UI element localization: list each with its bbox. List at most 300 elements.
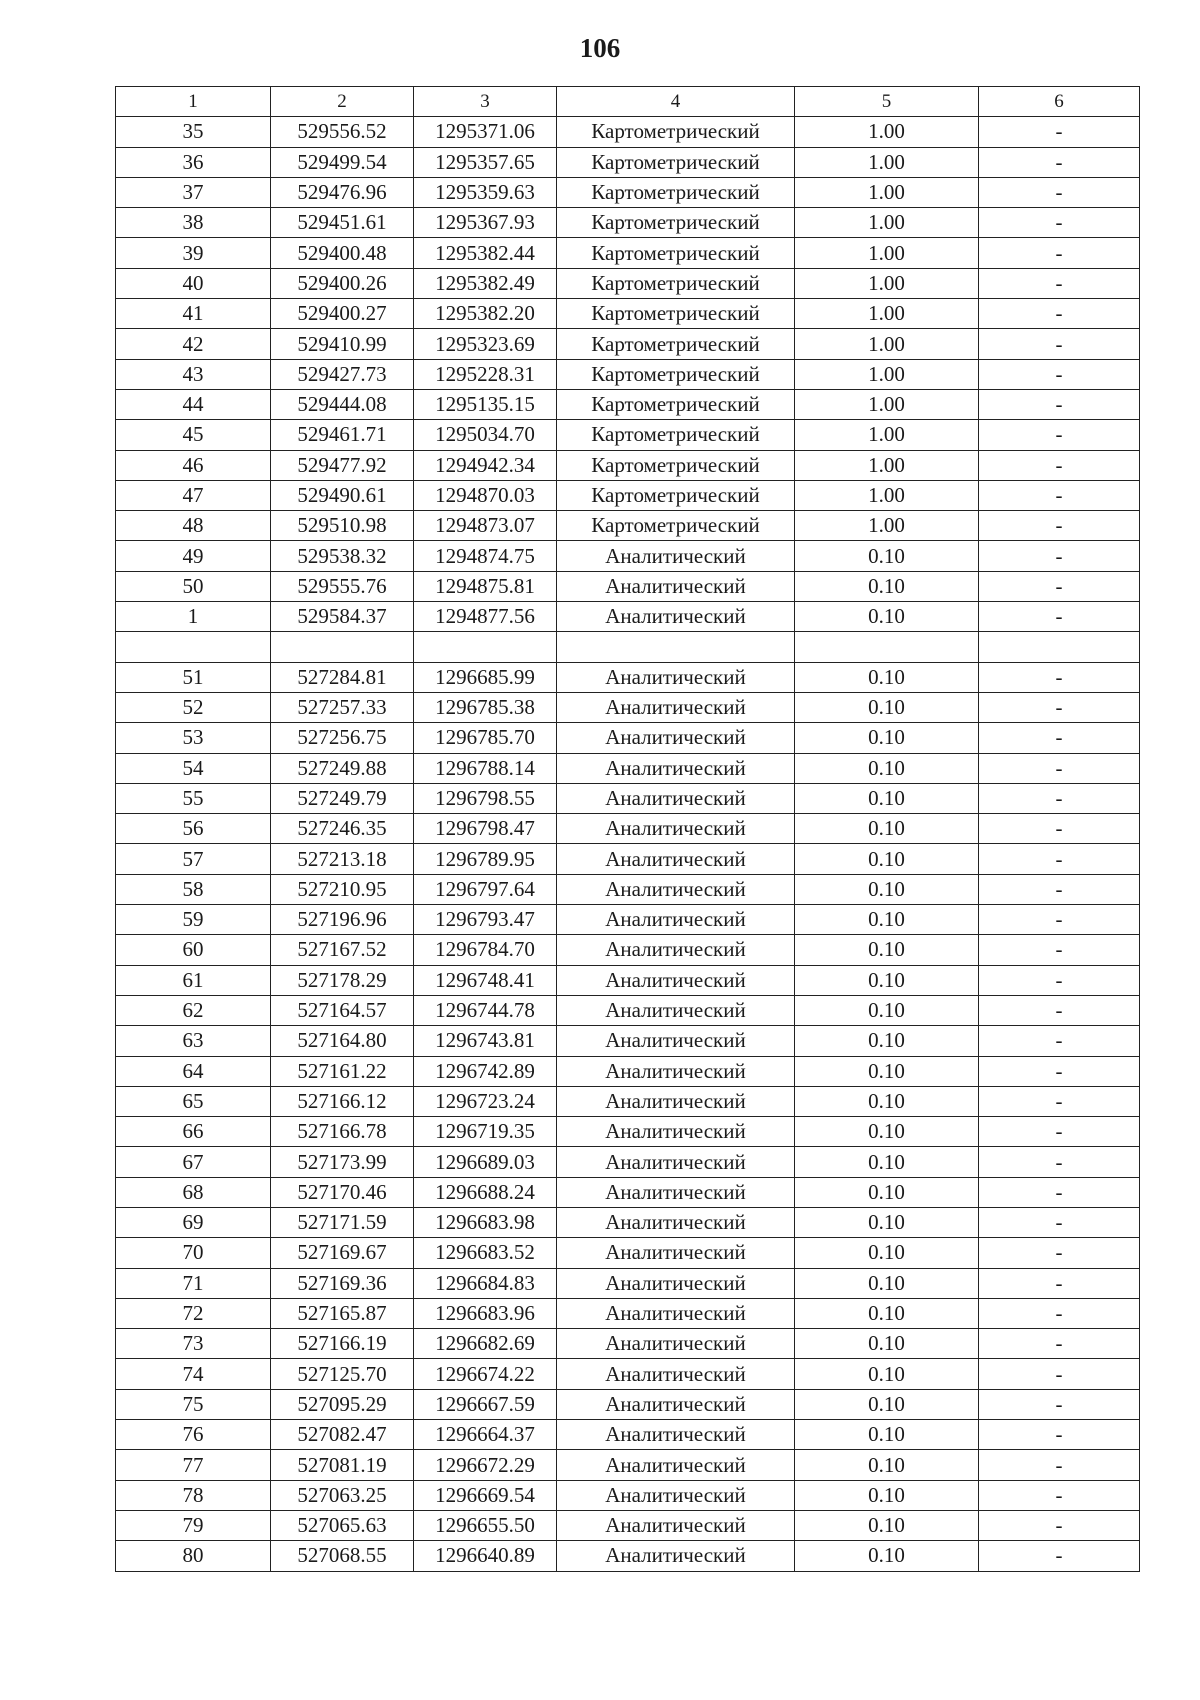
cell-description: - bbox=[979, 1207, 1140, 1237]
cell-accuracy: 1.00 bbox=[795, 208, 979, 238]
table-header bbox=[116, 87, 1140, 117]
cell-coordinate-y: 1296748.41 bbox=[414, 965, 557, 995]
cell-point-number: 66 bbox=[116, 1117, 271, 1147]
cell-description: - bbox=[979, 1450, 1140, 1480]
cell-accuracy: 0.10 bbox=[795, 935, 979, 965]
cell-accuracy: 0.10 bbox=[795, 1056, 979, 1086]
cell-description: - bbox=[979, 208, 1140, 238]
cell-point-number: 39 bbox=[116, 238, 271, 268]
cell-point-number: 77 bbox=[116, 1450, 271, 1480]
cell-coordinate-x: 527256.75 bbox=[271, 723, 414, 753]
cell-point-number: 74 bbox=[116, 1359, 271, 1389]
table-row bbox=[116, 208, 1140, 238]
cell-accuracy: 0.10 bbox=[795, 662, 979, 692]
cell-coordinate-y: 1296788.14 bbox=[414, 753, 557, 783]
cell-coordinate-x: 527081.19 bbox=[271, 1450, 414, 1480]
cell-method: Аналитический bbox=[557, 1056, 795, 1086]
cell-coordinate-y: 1294873.07 bbox=[414, 511, 557, 541]
cell-description: - bbox=[979, 1510, 1140, 1540]
cell-coordinate-x: 527125.70 bbox=[271, 1359, 414, 1389]
cell-coordinate-x: 527249.88 bbox=[271, 753, 414, 783]
cell-description: - bbox=[979, 1117, 1140, 1147]
header-cell-5: 5 bbox=[795, 87, 979, 117]
table-row bbox=[116, 450, 1140, 480]
table-row bbox=[116, 844, 1140, 874]
cell-description: - bbox=[979, 1359, 1140, 1389]
cell-accuracy: 1.00 bbox=[795, 117, 979, 147]
cell-coordinate-x: 529461.71 bbox=[271, 420, 414, 450]
cell-accuracy: 0.10 bbox=[795, 571, 979, 601]
cell-accuracy: 0.10 bbox=[795, 1359, 979, 1389]
cell-point-number: 73 bbox=[116, 1329, 271, 1359]
cell-coordinate-y: 1295359.63 bbox=[414, 177, 557, 207]
table-row bbox=[116, 299, 1140, 329]
cell-point-number: 52 bbox=[116, 692, 271, 722]
cell-description: - bbox=[979, 1389, 1140, 1419]
cell-accuracy: 1.00 bbox=[795, 329, 979, 359]
table-row bbox=[116, 905, 1140, 935]
cell-accuracy: 0.10 bbox=[795, 783, 979, 813]
cell-method: Аналитический bbox=[557, 602, 795, 632]
cell-coordinate-y: 1296669.54 bbox=[414, 1480, 557, 1510]
cell-point-number: 53 bbox=[116, 723, 271, 753]
cell-description: - bbox=[979, 965, 1140, 995]
table-row bbox=[116, 1359, 1140, 1389]
cell-point-number: 36 bbox=[116, 147, 271, 177]
cell-accuracy: 1.00 bbox=[795, 238, 979, 268]
table-row bbox=[116, 359, 1140, 389]
cell-coordinate-x: 527095.29 bbox=[271, 1389, 414, 1419]
cell-accuracy: 0.10 bbox=[795, 814, 979, 844]
cell-coordinate-x: 529584.37 bbox=[271, 602, 414, 632]
cell-accuracy: 0.10 bbox=[795, 1177, 979, 1207]
cell-description: - bbox=[979, 571, 1140, 601]
cell-point-number: 56 bbox=[116, 814, 271, 844]
cell-point-number: 71 bbox=[116, 1268, 271, 1298]
cell-accuracy: 1.00 bbox=[795, 299, 979, 329]
cell-method: Аналитический bbox=[557, 1480, 795, 1510]
cell-coordinate-x: 527082.47 bbox=[271, 1420, 414, 1450]
cell-coordinate-x: 527173.99 bbox=[271, 1147, 414, 1177]
cell-method: Аналитический bbox=[557, 541, 795, 571]
cell-accuracy: 0.10 bbox=[795, 1541, 979, 1571]
cell-method: Картометрический bbox=[557, 117, 795, 147]
table-row-blank bbox=[116, 632, 1140, 662]
cell-point-number: 75 bbox=[116, 1389, 271, 1419]
table-row bbox=[116, 692, 1140, 722]
cell-accuracy: 1.00 bbox=[795, 511, 979, 541]
cell-point-number: 48 bbox=[116, 511, 271, 541]
cell-method: Аналитический bbox=[557, 1268, 795, 1298]
cell-description: - bbox=[979, 117, 1140, 147]
cell-description: - bbox=[979, 1147, 1140, 1177]
cell-accuracy: 1.00 bbox=[795, 389, 979, 419]
cell-coordinate-y: 1296789.95 bbox=[414, 844, 557, 874]
cell-accuracy: 0.10 bbox=[795, 1389, 979, 1419]
cell-description: - bbox=[979, 1056, 1140, 1086]
cell-coordinate-x: 529555.76 bbox=[271, 571, 414, 601]
cell-method: Аналитический bbox=[557, 571, 795, 601]
cell-point-number: 57 bbox=[116, 844, 271, 874]
cell-coordinate-x: 527161.22 bbox=[271, 1056, 414, 1086]
cell-accuracy: 0.10 bbox=[795, 844, 979, 874]
cell-method: Картометрический bbox=[557, 511, 795, 541]
cell-accuracy: 0.10 bbox=[795, 1268, 979, 1298]
cell-method: Аналитический bbox=[557, 1359, 795, 1389]
cell-coordinate-y: 1296689.03 bbox=[414, 1147, 557, 1177]
cell-description: - bbox=[979, 541, 1140, 571]
cell-coordinate-x: 529400.27 bbox=[271, 299, 414, 329]
cell-method: Аналитический bbox=[557, 814, 795, 844]
cell-coordinate-y: 1295034.70 bbox=[414, 420, 557, 450]
cell-coordinate-x: 529427.73 bbox=[271, 359, 414, 389]
cell-coordinate-y: 1296683.98 bbox=[414, 1207, 557, 1237]
cell-point-number: 38 bbox=[116, 208, 271, 238]
cell-coordinate-x: 529476.96 bbox=[271, 177, 414, 207]
cell-description: - bbox=[979, 511, 1140, 541]
cell-coordinate-y: 1296798.55 bbox=[414, 783, 557, 813]
cell-coordinate-y: 1294877.56 bbox=[414, 602, 557, 632]
table-row bbox=[116, 1086, 1140, 1116]
cell-coordinate-y: 1296784.70 bbox=[414, 935, 557, 965]
cell-point-number: 69 bbox=[116, 1207, 271, 1237]
cell-coordinate-y: 1295323.69 bbox=[414, 329, 557, 359]
cell-point-number: 49 bbox=[116, 541, 271, 571]
cell-method: Аналитический bbox=[557, 935, 795, 965]
cell-point-number: 76 bbox=[116, 1420, 271, 1450]
cell-accuracy: 1.00 bbox=[795, 420, 979, 450]
cell-description: - bbox=[979, 935, 1140, 965]
table-row bbox=[116, 1450, 1140, 1480]
cell-accuracy: 1.00 bbox=[795, 359, 979, 389]
cell-point-number: 1 bbox=[116, 602, 271, 632]
cell-method bbox=[557, 632, 795, 662]
cell-coordinate-y: 1294874.75 bbox=[414, 541, 557, 571]
cell-accuracy: 1.00 bbox=[795, 177, 979, 207]
cell-coordinate-y: 1296785.70 bbox=[414, 723, 557, 753]
table-row bbox=[116, 1268, 1140, 1298]
cell-method: Аналитический bbox=[557, 753, 795, 783]
cell-point-number: 70 bbox=[116, 1238, 271, 1268]
cell-accuracy: 0.10 bbox=[795, 995, 979, 1025]
cell-coordinate-y: 1296797.64 bbox=[414, 874, 557, 904]
cell-accuracy: 0.10 bbox=[795, 692, 979, 722]
cell-accuracy: 0.10 bbox=[795, 1026, 979, 1056]
cell-point-number: 61 bbox=[116, 965, 271, 995]
cell-description: - bbox=[979, 1480, 1140, 1510]
table-row bbox=[116, 1238, 1140, 1268]
cell-method: Аналитический bbox=[557, 1207, 795, 1237]
table-row bbox=[116, 1117, 1140, 1147]
cell-point-number: 42 bbox=[116, 329, 271, 359]
cell-description: - bbox=[979, 299, 1140, 329]
cell-point-number: 35 bbox=[116, 117, 271, 147]
cell-coordinate-x: 527167.52 bbox=[271, 935, 414, 965]
cell-accuracy: 0.10 bbox=[795, 1510, 979, 1540]
cell-description: - bbox=[979, 1026, 1140, 1056]
cell-description: - bbox=[979, 1268, 1140, 1298]
cell-coordinate-x: 527246.35 bbox=[271, 814, 414, 844]
cell-point-number: 68 bbox=[116, 1177, 271, 1207]
cell-point-number: 63 bbox=[116, 1026, 271, 1056]
cell-coordinate-y: 1296682.69 bbox=[414, 1329, 557, 1359]
header-cell-1: 1 bbox=[116, 87, 271, 117]
cell-method: Картометрический bbox=[557, 359, 795, 389]
cell-coordinate-y: 1295382.20 bbox=[414, 299, 557, 329]
cell-accuracy: 0.10 bbox=[795, 1480, 979, 1510]
cell-coordinate-x: 527169.36 bbox=[271, 1268, 414, 1298]
cell-coordinate-y bbox=[414, 632, 557, 662]
cell-coordinate-x: 529400.26 bbox=[271, 268, 414, 298]
cell-accuracy: 0.10 bbox=[795, 1420, 979, 1450]
cell-coordinate-y: 1295371.06 bbox=[414, 117, 557, 147]
cell-description: - bbox=[979, 1420, 1140, 1450]
cell-method: Аналитический bbox=[557, 1177, 795, 1207]
table-row bbox=[116, 874, 1140, 904]
cell-coordinate-x: 527284.81 bbox=[271, 662, 414, 692]
cell-coordinate-x: 527165.87 bbox=[271, 1298, 414, 1328]
cell-coordinate-y: 1296743.81 bbox=[414, 1026, 557, 1056]
cell-accuracy: 1.00 bbox=[795, 268, 979, 298]
cell-description: - bbox=[979, 905, 1140, 935]
cell-coordinate-y: 1296785.38 bbox=[414, 692, 557, 722]
cell-coordinate-y: 1296684.83 bbox=[414, 1268, 557, 1298]
cell-coordinate-x: 529490.61 bbox=[271, 480, 414, 510]
cell-description: - bbox=[979, 662, 1140, 692]
cell-coordinate-x: 529510.98 bbox=[271, 511, 414, 541]
cell-description: - bbox=[979, 359, 1140, 389]
cell-coordinate-y: 1296793.47 bbox=[414, 905, 557, 935]
cell-description: - bbox=[979, 1238, 1140, 1268]
cell-method: Аналитический bbox=[557, 723, 795, 753]
cell-accuracy: 0.10 bbox=[795, 1238, 979, 1268]
cell-description: - bbox=[979, 1541, 1140, 1571]
header-cell-3: 3 bbox=[414, 87, 557, 117]
cell-coordinate-y: 1296685.99 bbox=[414, 662, 557, 692]
cell-point-number: 41 bbox=[116, 299, 271, 329]
page-number: 106 bbox=[579, 33, 621, 63]
cell-description: - bbox=[979, 480, 1140, 510]
cell-description: - bbox=[979, 995, 1140, 1025]
cell-coordinate-y: 1296683.96 bbox=[414, 1298, 557, 1328]
cell-coordinate-x: 527068.55 bbox=[271, 1541, 414, 1571]
cell-description: - bbox=[979, 844, 1140, 874]
cell-point-number: 37 bbox=[116, 177, 271, 207]
cell-coordinate-y: 1296640.89 bbox=[414, 1541, 557, 1571]
cell-accuracy: 0.10 bbox=[795, 1086, 979, 1116]
table-row bbox=[116, 268, 1140, 298]
table-row bbox=[116, 783, 1140, 813]
table-body bbox=[116, 117, 1140, 1571]
cell-coordinate-y: 1296672.29 bbox=[414, 1450, 557, 1480]
cell-coordinate-y: 1295135.15 bbox=[414, 389, 557, 419]
cell-accuracy: 0.10 bbox=[795, 1329, 979, 1359]
cell-point-number: 43 bbox=[116, 359, 271, 389]
cell-method: Аналитический bbox=[557, 1420, 795, 1450]
header-cell-2: 2 bbox=[271, 87, 414, 117]
cell-accuracy: 0.10 bbox=[795, 1117, 979, 1147]
cell-accuracy: 0.10 bbox=[795, 965, 979, 995]
cell-point-number: 40 bbox=[116, 268, 271, 298]
cell-coordinate-x: 527065.63 bbox=[271, 1510, 414, 1540]
cell-coordinate-x: 527257.33 bbox=[271, 692, 414, 722]
cell-method: Аналитический bbox=[557, 1147, 795, 1177]
cell-accuracy: 0.10 bbox=[795, 602, 979, 632]
table-row bbox=[116, 965, 1140, 995]
header-row bbox=[116, 87, 1140, 117]
table-row bbox=[116, 329, 1140, 359]
cell-coordinate-x bbox=[271, 632, 414, 662]
table-row bbox=[116, 1207, 1140, 1237]
table-row bbox=[116, 1329, 1140, 1359]
cell-accuracy: 1.00 bbox=[795, 450, 979, 480]
cell-method: Аналитический bbox=[557, 1541, 795, 1571]
cell-method: Аналитический bbox=[557, 692, 795, 722]
cell-coordinate-y: 1296723.24 bbox=[414, 1086, 557, 1116]
cell-coordinate-x: 527210.95 bbox=[271, 874, 414, 904]
cell-point-number: 58 bbox=[116, 874, 271, 904]
cell-coordinate-x: 527178.29 bbox=[271, 965, 414, 995]
header-cell-4: 4 bbox=[557, 87, 795, 117]
cell-description bbox=[979, 632, 1140, 662]
cell-description: - bbox=[979, 268, 1140, 298]
cell-description: - bbox=[979, 783, 1140, 813]
cell-description: - bbox=[979, 1086, 1140, 1116]
cell-coordinate-x: 529556.52 bbox=[271, 117, 414, 147]
table-row bbox=[116, 1298, 1140, 1328]
cell-coordinate-x: 529444.08 bbox=[271, 389, 414, 419]
table-row bbox=[116, 1420, 1140, 1450]
table-row bbox=[116, 723, 1140, 753]
cell-accuracy: 0.10 bbox=[795, 1298, 979, 1328]
cell-method: Аналитический bbox=[557, 965, 795, 995]
cell-method: Аналитический bbox=[557, 1086, 795, 1116]
cell-point-number bbox=[116, 632, 271, 662]
cell-method: Картометрический bbox=[557, 480, 795, 510]
cell-coordinate-y: 1296688.24 bbox=[414, 1177, 557, 1207]
cell-coordinate-x: 529538.32 bbox=[271, 541, 414, 571]
table-row bbox=[116, 935, 1140, 965]
cell-point-number: 78 bbox=[116, 1480, 271, 1510]
cell-description: - bbox=[979, 692, 1140, 722]
table-row bbox=[116, 1056, 1140, 1086]
cell-method: Картометрический bbox=[557, 147, 795, 177]
cell-method: Аналитический bbox=[557, 1238, 795, 1268]
cell-coordinate-y: 1296744.78 bbox=[414, 995, 557, 1025]
cell-coordinate-y: 1296742.89 bbox=[414, 1056, 557, 1086]
table-row bbox=[116, 117, 1140, 147]
cell-accuracy: 0.10 bbox=[795, 753, 979, 783]
cell-point-number: 55 bbox=[116, 783, 271, 813]
cell-coordinate-y: 1295367.93 bbox=[414, 208, 557, 238]
table-row bbox=[116, 147, 1140, 177]
cell-coordinate-x: 529499.54 bbox=[271, 147, 414, 177]
cell-description: - bbox=[979, 147, 1140, 177]
cell-description: - bbox=[979, 1329, 1140, 1359]
cell-point-number: 50 bbox=[116, 571, 271, 601]
cell-method: Аналитический bbox=[557, 874, 795, 904]
cell-method: Аналитический bbox=[557, 1117, 795, 1147]
cell-coordinate-y: 1296798.47 bbox=[414, 814, 557, 844]
table-row bbox=[116, 995, 1140, 1025]
cell-description: - bbox=[979, 420, 1140, 450]
cell-coordinate-x: 527170.46 bbox=[271, 1177, 414, 1207]
cell-method: Аналитический bbox=[557, 1389, 795, 1419]
cell-coordinate-x: 529451.61 bbox=[271, 208, 414, 238]
cell-coordinate-x: 527166.12 bbox=[271, 1086, 414, 1116]
cell-accuracy bbox=[795, 632, 979, 662]
cell-accuracy: 0.10 bbox=[795, 1207, 979, 1237]
cell-coordinate-x: 527164.80 bbox=[271, 1026, 414, 1056]
cell-method: Аналитический bbox=[557, 905, 795, 935]
cell-coordinate-y: 1296667.59 bbox=[414, 1389, 557, 1419]
cell-method: Картометрический bbox=[557, 299, 795, 329]
cell-point-number: 44 bbox=[116, 389, 271, 419]
cell-coordinate-y: 1296683.52 bbox=[414, 1238, 557, 1268]
table-row bbox=[116, 1177, 1140, 1207]
table-row bbox=[116, 571, 1140, 601]
cell-method: Аналитический bbox=[557, 1450, 795, 1480]
cell-description: - bbox=[979, 450, 1140, 480]
cell-description: - bbox=[979, 874, 1140, 904]
cell-coordinate-y: 1295228.31 bbox=[414, 359, 557, 389]
table-row bbox=[116, 177, 1140, 207]
cell-method: Картометрический bbox=[557, 177, 795, 207]
cell-point-number: 72 bbox=[116, 1298, 271, 1328]
cell-coordinate-y: 1296655.50 bbox=[414, 1510, 557, 1540]
cell-coordinate-x: 527164.57 bbox=[271, 995, 414, 1025]
table-row bbox=[116, 1541, 1140, 1571]
cell-point-number: 51 bbox=[116, 662, 271, 692]
cell-coordinate-y: 1296664.37 bbox=[414, 1420, 557, 1450]
cell-coordinate-x: 527213.18 bbox=[271, 844, 414, 874]
table-row bbox=[116, 238, 1140, 268]
cell-coordinate-y: 1296719.35 bbox=[414, 1117, 557, 1147]
cell-coordinate-x: 529477.92 bbox=[271, 450, 414, 480]
cell-point-number: 79 bbox=[116, 1510, 271, 1540]
cell-description: - bbox=[979, 602, 1140, 632]
cell-method: Картометрический bbox=[557, 238, 795, 268]
cell-method: Аналитический bbox=[557, 662, 795, 692]
cell-coordinate-y: 1295382.44 bbox=[414, 238, 557, 268]
table-row bbox=[116, 1389, 1140, 1419]
cell-method: Картометрический bbox=[557, 450, 795, 480]
cell-coordinate-x: 527171.59 bbox=[271, 1207, 414, 1237]
cell-coordinate-y: 1295357.65 bbox=[414, 147, 557, 177]
cell-method: Аналитический bbox=[557, 1298, 795, 1328]
cell-description: - bbox=[979, 329, 1140, 359]
cell-description: - bbox=[979, 238, 1140, 268]
cell-accuracy: 0.10 bbox=[795, 541, 979, 571]
cell-method: Картометрический bbox=[557, 420, 795, 450]
cell-method: Картометрический bbox=[557, 389, 795, 419]
table-row bbox=[116, 420, 1140, 450]
cell-coordinate-x: 527166.78 bbox=[271, 1117, 414, 1147]
cell-point-number: 60 bbox=[116, 935, 271, 965]
cell-point-number: 47 bbox=[116, 480, 271, 510]
cell-method: Аналитический bbox=[557, 783, 795, 813]
cell-point-number: 59 bbox=[116, 905, 271, 935]
cell-description: - bbox=[979, 389, 1140, 419]
cell-accuracy: 0.10 bbox=[795, 723, 979, 753]
cell-description: - bbox=[979, 814, 1140, 844]
cell-point-number: 46 bbox=[116, 450, 271, 480]
cell-point-number: 64 bbox=[116, 1056, 271, 1086]
cell-accuracy: 1.00 bbox=[795, 147, 979, 177]
table-row bbox=[116, 511, 1140, 541]
table-row bbox=[116, 389, 1140, 419]
cell-point-number: 62 bbox=[116, 995, 271, 1025]
